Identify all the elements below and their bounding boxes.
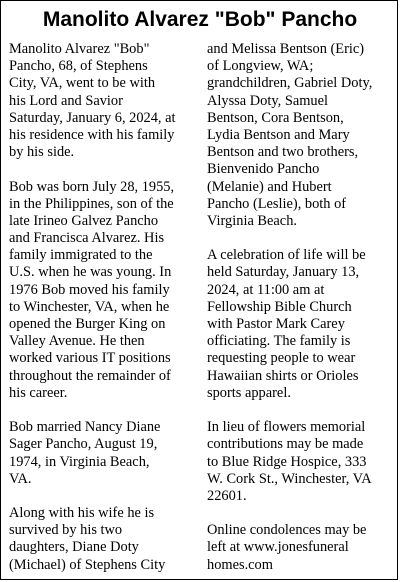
obituary-paragraph (9, 179, 199, 402)
text-line: grandchildren, Gabriel Doty, (207, 75, 373, 92)
text-line: (Michael) of Stephens City (9, 556, 166, 573)
text-line: and Francisca Alvarez. His (9, 230, 165, 247)
text-line: to Blue Ridge Hospice, 333 (207, 453, 367, 470)
text-line: U.S. when he was young. In (9, 264, 172, 281)
text-line: Along with his wife he is (9, 505, 155, 522)
obituary-paragraph (9, 505, 199, 574)
right-column (207, 41, 399, 574)
obituary-paragraph (9, 41, 199, 161)
text-line: homes.com (207, 556, 273, 573)
text-line: contributions may be made (207, 436, 364, 453)
text-line: family immigrated to the (9, 247, 153, 264)
text-line: daughters, Diane Doty (9, 539, 139, 556)
left-column (9, 41, 199, 574)
text-line: of Longview, WA; (207, 58, 314, 75)
text-line: to Winchester, VA, when he (9, 298, 170, 315)
text-line: Pancho, 68, of Stephens (9, 58, 148, 75)
text-line: held Saturday, January 13, (207, 264, 360, 281)
text-line: his Lord and Savior (9, 92, 123, 109)
paragraph-gap (207, 505, 399, 522)
text-line: sports apparel. (207, 384, 291, 401)
text-line: by his side. (9, 144, 75, 161)
text-line: requesting people to wear (207, 350, 356, 367)
text-line: 1976 Bob moved his family (9, 281, 170, 298)
paragraph-gap (9, 161, 199, 178)
text-line: W. Cork St., Winchester, VA (207, 470, 372, 487)
obituary-paragraph (9, 419, 199, 488)
text-line: Bob was born July 28, 1955, (9, 178, 175, 195)
text-line: 22601. (207, 487, 247, 504)
text-line: left at www.jonesfuneral (207, 539, 349, 556)
text-line: Bob married Nancy Diane (9, 419, 161, 436)
obituary-paragraph (207, 247, 399, 402)
text-line: Bienvenido Pancho (207, 161, 320, 178)
text-line: Online condolences may be (207, 522, 367, 539)
paragraph-gap (207, 230, 399, 247)
text-line: Lydia Bentson and Mary (207, 126, 350, 143)
text-line: Bentson and two brothers, (207, 144, 359, 161)
text-line: late Irineo Galvez Pancho (9, 212, 159, 229)
text-line: 1974, in Virginia Beach, (9, 453, 150, 470)
text-line: in the Philippines, son of the (9, 195, 174, 212)
text-line: Alyssa Doty, Samuel (207, 92, 328, 109)
text-line: with Pastor Mark Carey (207, 316, 345, 332)
text-line: and Melissa Bentson (Eric) (207, 41, 365, 57)
obituary-paragraph (207, 522, 399, 574)
text-line: City, VA, went to be with (9, 75, 156, 92)
text-line: survived by his two (9, 522, 123, 539)
text-line: Fellowship Bible Church (207, 298, 352, 315)
text-line: officiating. The family is (207, 333, 351, 350)
obituary-paragraph (207, 41, 399, 230)
obituary-paragraph (207, 419, 399, 505)
text-line: his career. (9, 384, 68, 401)
text-line: 2024, at 11:00 am at (207, 281, 325, 298)
obituary-title: Manolito Alvarez "Bob" Pancho (42, 8, 358, 31)
text-line: Sager Pancho, August 19, (9, 436, 158, 453)
text-line: throughout the remainder of (9, 367, 171, 384)
text-line: A celebration of life will be (207, 247, 366, 264)
text-line: Saturday, January 6, 2024, at (9, 109, 176, 126)
paragraph-gap (9, 488, 199, 505)
text-line: Virginia Beach. (207, 212, 297, 229)
text-line: Manolito Alvarez "Bob" (9, 41, 150, 57)
text-line: VA. (9, 470, 32, 487)
text-line: (Melanie) and Hubert (207, 178, 332, 195)
text-line: his residence with his family (9, 126, 175, 143)
text-line: Hawaiian shirts or Orioles (207, 367, 359, 384)
paragraph-gap (9, 402, 199, 419)
text-line: Pancho (Leslie), both of (207, 195, 347, 212)
text-line: Bentson, Cora Bentson, (207, 109, 344, 126)
text-line: worked various IT positions (9, 350, 171, 367)
paragraph-gap (207, 402, 399, 419)
text-line: In lieu of flowers memorial (207, 419, 366, 436)
text-line: Valley Avenue. He then (9, 333, 145, 350)
text-line: opened the Burger King on (9, 316, 166, 332)
